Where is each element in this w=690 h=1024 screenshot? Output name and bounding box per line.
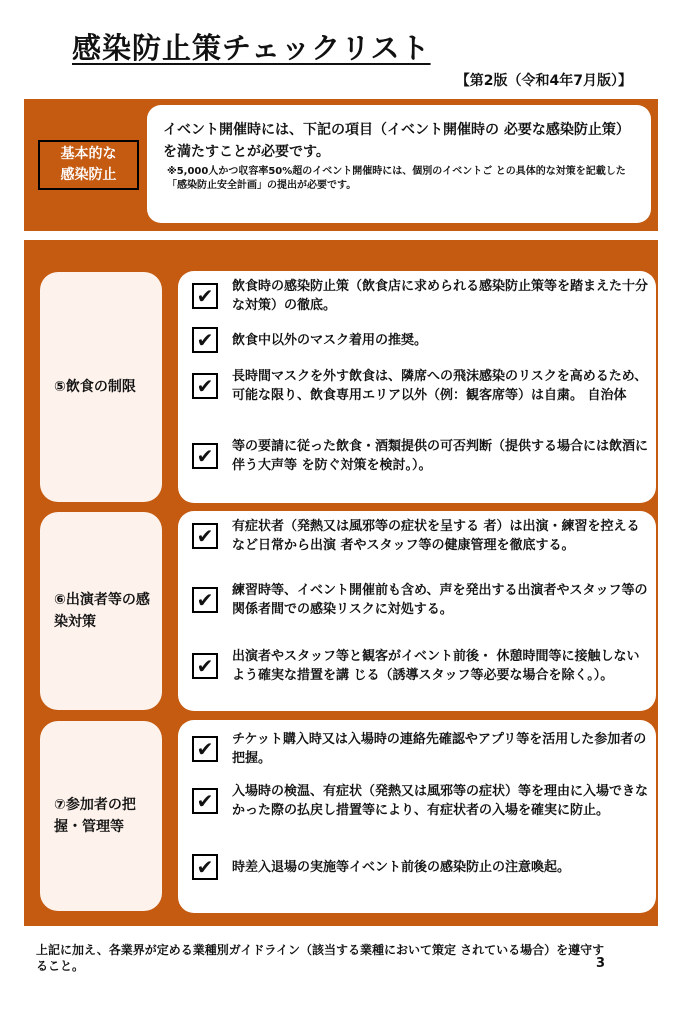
- item-text: チケット購入時又は入場時の連絡先確認やアプリ等を活用した参加者の把握。: [232, 732, 647, 766]
- section-5-label-text: ⑤飲食の制限: [54, 379, 136, 395]
- basic-panel: [24, 99, 658, 231]
- checkmark-icon: ✔: [192, 653, 218, 679]
- checklist-item: [178, 647, 652, 685]
- section-7-items: [178, 720, 656, 913]
- section-6-label-text: ⑥出演者等の感染対策: [54, 592, 150, 630]
- section-5-items: [178, 271, 656, 503]
- checklist-item: [178, 581, 652, 619]
- item-text: 飲食時の感染防止策（飲食店に求められる感染防止策等を踏まえた十分な対策）の徹底。: [232, 279, 649, 313]
- checkmark-icon: ✔: [192, 788, 218, 814]
- item-text: 時差入退場の実施等イベント前後の感染防止の注意喚起。: [232, 859, 571, 875]
- item-text: 有症状者（発熱又は風邪等の症状を呈する 者）は出演・練習を控えるなど日常から出演 者やスタッフ等の健康管理を徹底する。: [232, 519, 640, 553]
- basic-label: [38, 140, 139, 190]
- basic-box: [147, 105, 651, 223]
- section-5-label: [40, 272, 162, 502]
- footer-note: 上記に加え、各業界が定める業種別ガイドライン（該当する業種において策定 されている場合）を遵守すること。: [36, 943, 605, 973]
- section-7-label: [40, 721, 162, 911]
- checkmark-icon: ✔: [192, 854, 218, 880]
- section-6-items: [178, 511, 656, 711]
- checkmark-icon: ✔: [192, 443, 218, 469]
- section-6-label: [40, 512, 162, 710]
- basic-note: ※5,000人かつ収容率50%超のイベント開催時には、個別のイベントご との具体的な対策を記載した「感染防止安全計画」の提出が必要です。: [167, 166, 626, 191]
- checkmark-icon: ✔: [192, 373, 218, 399]
- checklist-item: [178, 437, 652, 475]
- edition-label: 【第2版（令和4年7月版）】: [455, 73, 632, 89]
- checklist-panel: [24, 240, 658, 926]
- checklist-item: [178, 782, 652, 820]
- checklist-item: [178, 517, 652, 555]
- page-title: 感染防止策チェックリスト: [72, 31, 431, 65]
- checkmark-icon: ✔: [192, 327, 218, 353]
- basic-label-text: 基本的な 感染防止: [60, 146, 117, 183]
- checkmark-icon: ✔: [192, 283, 218, 309]
- page-number: 3: [596, 956, 606, 971]
- item-text: 出演者やスタッフ等と観客がイベント前後・ 休憩時間等に接触しないよう確実な措置を講 じる（誘導スタッフ等必要な場合を除く。）。: [232, 649, 640, 683]
- item-text: 等の要請に従った飲食・酒類提供の可否判断（提供する場合には飲酒に伴う大声等 を防ぐ対策を検討。）。: [232, 439, 649, 473]
- checklist-item: [178, 730, 652, 768]
- item-text: 長時間マスクを外す飲食は、隣席への飛沫感染のリスクを高めるため、可能な限り、飲食専用エリア以外（例：観客席等）は自粛。 自治体: [232, 369, 648, 403]
- checklist-item: [178, 367, 652, 405]
- item-text: 飲食中以外のマスク着用の推奨。: [232, 332, 428, 348]
- section-7-label-text: ⑦参加者の把握・管理等: [54, 797, 136, 835]
- item-text: 入場時の検温、有症状（発熱又は風邪等の症状）等を理由に入場できなかった際の払戻し措置等により、有症状者の入場を確実に防止。: [232, 784, 649, 818]
- checklist-item: [178, 327, 652, 353]
- item-text: 練習時等、イベント開催前も含め、声を発出する出演者やスタッフ等の関係者間での感染リスクに対処する。: [232, 583, 648, 617]
- basic-main-text: イベント開催時には、下記の項目（イベント開催時の 必要な感染防止策）を満たすことが必要です。: [163, 122, 630, 160]
- checklist-item: [178, 277, 652, 315]
- checkmark-icon: ✔: [192, 523, 218, 549]
- checklist-item: [178, 854, 652, 880]
- checkmark-icon: ✔: [192, 736, 218, 762]
- checkmark-icon: ✔: [192, 587, 218, 613]
